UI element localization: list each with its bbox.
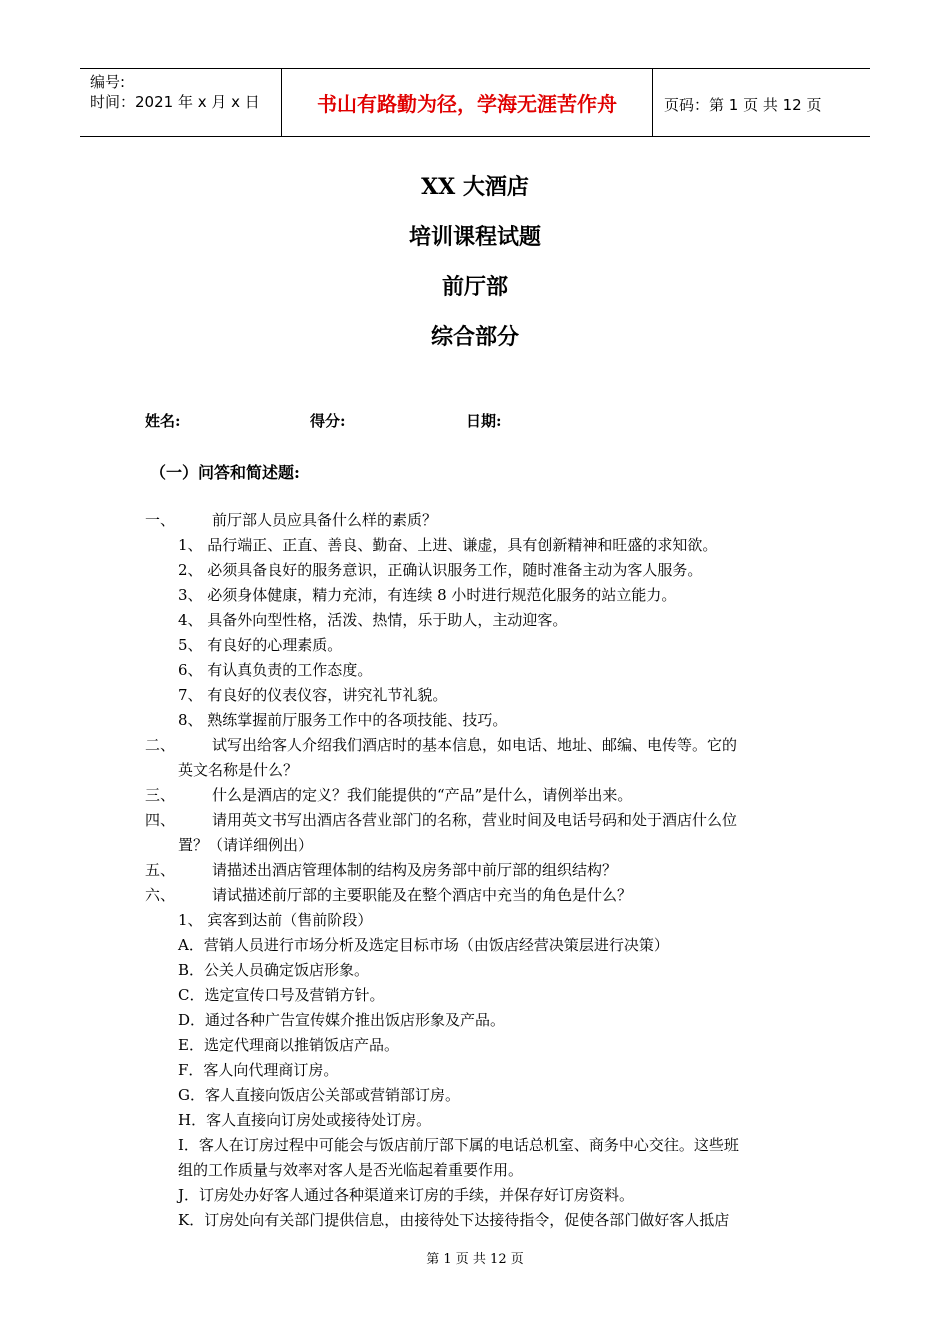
- hotel-title: XX 大酒店: [421, 174, 529, 200]
- q1-item: 2、 必须具备良好的服务意识，正确认识服务工作，随时准备主动为客人服务。: [178, 561, 703, 579]
- q6-item: D．通过各种广告宣传媒介推出饭店形象及产品。: [178, 1011, 506, 1029]
- q4-number: 四、: [145, 811, 176, 829]
- q6-item: F．客人向代理商订房。: [178, 1061, 339, 1079]
- date-label: 日期:: [466, 412, 502, 430]
- q4-text: 请用英文书写出酒店各营业部门的名称，营业时间及电话号码和处于酒店什么位: [212, 811, 738, 829]
- header-motto: 书山有路勤为径，学海无涯苦作舟: [282, 69, 653, 136]
- q6-item: G．客人直接向饭店公关部或营销部订房。: [178, 1086, 460, 1104]
- header-meta: [80, 69, 282, 136]
- q6-item: 1、 宾客到达前（售前阶段）: [178, 911, 373, 929]
- q4-text-cont: 置？（请详细例出）: [178, 836, 314, 854]
- q2-text: 试写出给客人介绍我们酒店时的基本信息，如电话、地址、邮编、电传等。它的: [212, 736, 738, 754]
- section-title: （一）问答和简述题:: [150, 463, 300, 482]
- q1-text: 前厅部人员应具备什么样的素质？: [212, 511, 438, 529]
- q3-number: 三、: [145, 786, 176, 804]
- time-label: 时间：2021 年 x 月 x 日: [90, 93, 260, 111]
- page-label: 页码：第 1 页 共 12 页: [664, 96, 822, 114]
- q2-text-cont: 英文名称是什么？: [178, 761, 299, 779]
- q6-item: C．选定宣传口号及营销方针。: [178, 986, 385, 1004]
- q6-number: 六、: [145, 886, 176, 904]
- q6-item: H．客人直接向订房处或接待处订房。: [178, 1111, 432, 1129]
- q1-item: 7、 有良好的仪表仪容，讲究礼节礼貌。: [178, 686, 448, 704]
- q5-text: 请描述出酒店管理体制的结构及房务部中前厅部的组织结构？: [212, 861, 618, 879]
- course-title: 培训课程试题: [408, 224, 541, 250]
- page-footer: 第 1 页 共 12 页: [426, 1252, 524, 1267]
- q6-item: B．公关人员确定饭店形象。: [178, 961, 370, 979]
- q6-item: 组的工作质量与效率对客人是否光临起着重要作用。: [178, 1161, 524, 1179]
- q3-text: 什么是酒店的定义？我们能提供的“产品”是什么，请例举出来。: [212, 786, 633, 804]
- name-label: 姓名:: [145, 412, 181, 430]
- q1-item: 8、 熟练掌握前厅服务工作中的各项技能、技巧。: [178, 711, 508, 729]
- header-page: [653, 69, 870, 136]
- q1-number: 一、: [145, 511, 176, 529]
- q1-item: 4、 具备外向型性格，活泼、热情，乐于助人，主动迎客。: [178, 611, 568, 629]
- q6-item: A．营销人员进行市场分析及选定目标市场（由饭店经营决策层进行决策）: [178, 936, 669, 954]
- q1-item: 6、 有认真负责的工作态度。: [178, 661, 373, 679]
- code-label: 编号:: [90, 73, 126, 91]
- q6-text: 请试描述前厅部的主要职能及在整个酒店中充当的角色是什么？: [212, 886, 633, 904]
- q6-item: I．客人在订房过程中可能会与饭店前厅部下属的电话总机室、商务中心交往。这些班: [178, 1136, 739, 1154]
- q1-item: 3、 必须身体健康，精力充沛，有连续 8 小时进行规范化服务的站立能力。: [178, 586, 677, 604]
- q5-number: 五、: [145, 861, 176, 879]
- q6-item: J．订房处办好客人通过各种渠道来订房的手续，并保存好订房资料。: [178, 1186, 635, 1204]
- score-label: 得分:: [310, 412, 346, 430]
- part-title: 综合部分: [430, 324, 519, 350]
- q2-number: 二、: [145, 736, 176, 754]
- q6-item: E．选定代理商以推销饭店产品。: [178, 1036, 399, 1054]
- q1-item: 1、 品行端正、正直、善良、勤奋、上进、谦虚，具有创新精神和旺盛的求知欲。: [178, 536, 718, 554]
- q6-item: K．订房处向有关部门提供信息，由接待处下达接待指令，促使各部门做好客人抵店: [178, 1211, 730, 1229]
- department-title: 前厅部: [441, 274, 508, 300]
- page-header: [80, 68, 870, 137]
- q1-item: 5、 有良好的心理素质。: [178, 636, 343, 654]
